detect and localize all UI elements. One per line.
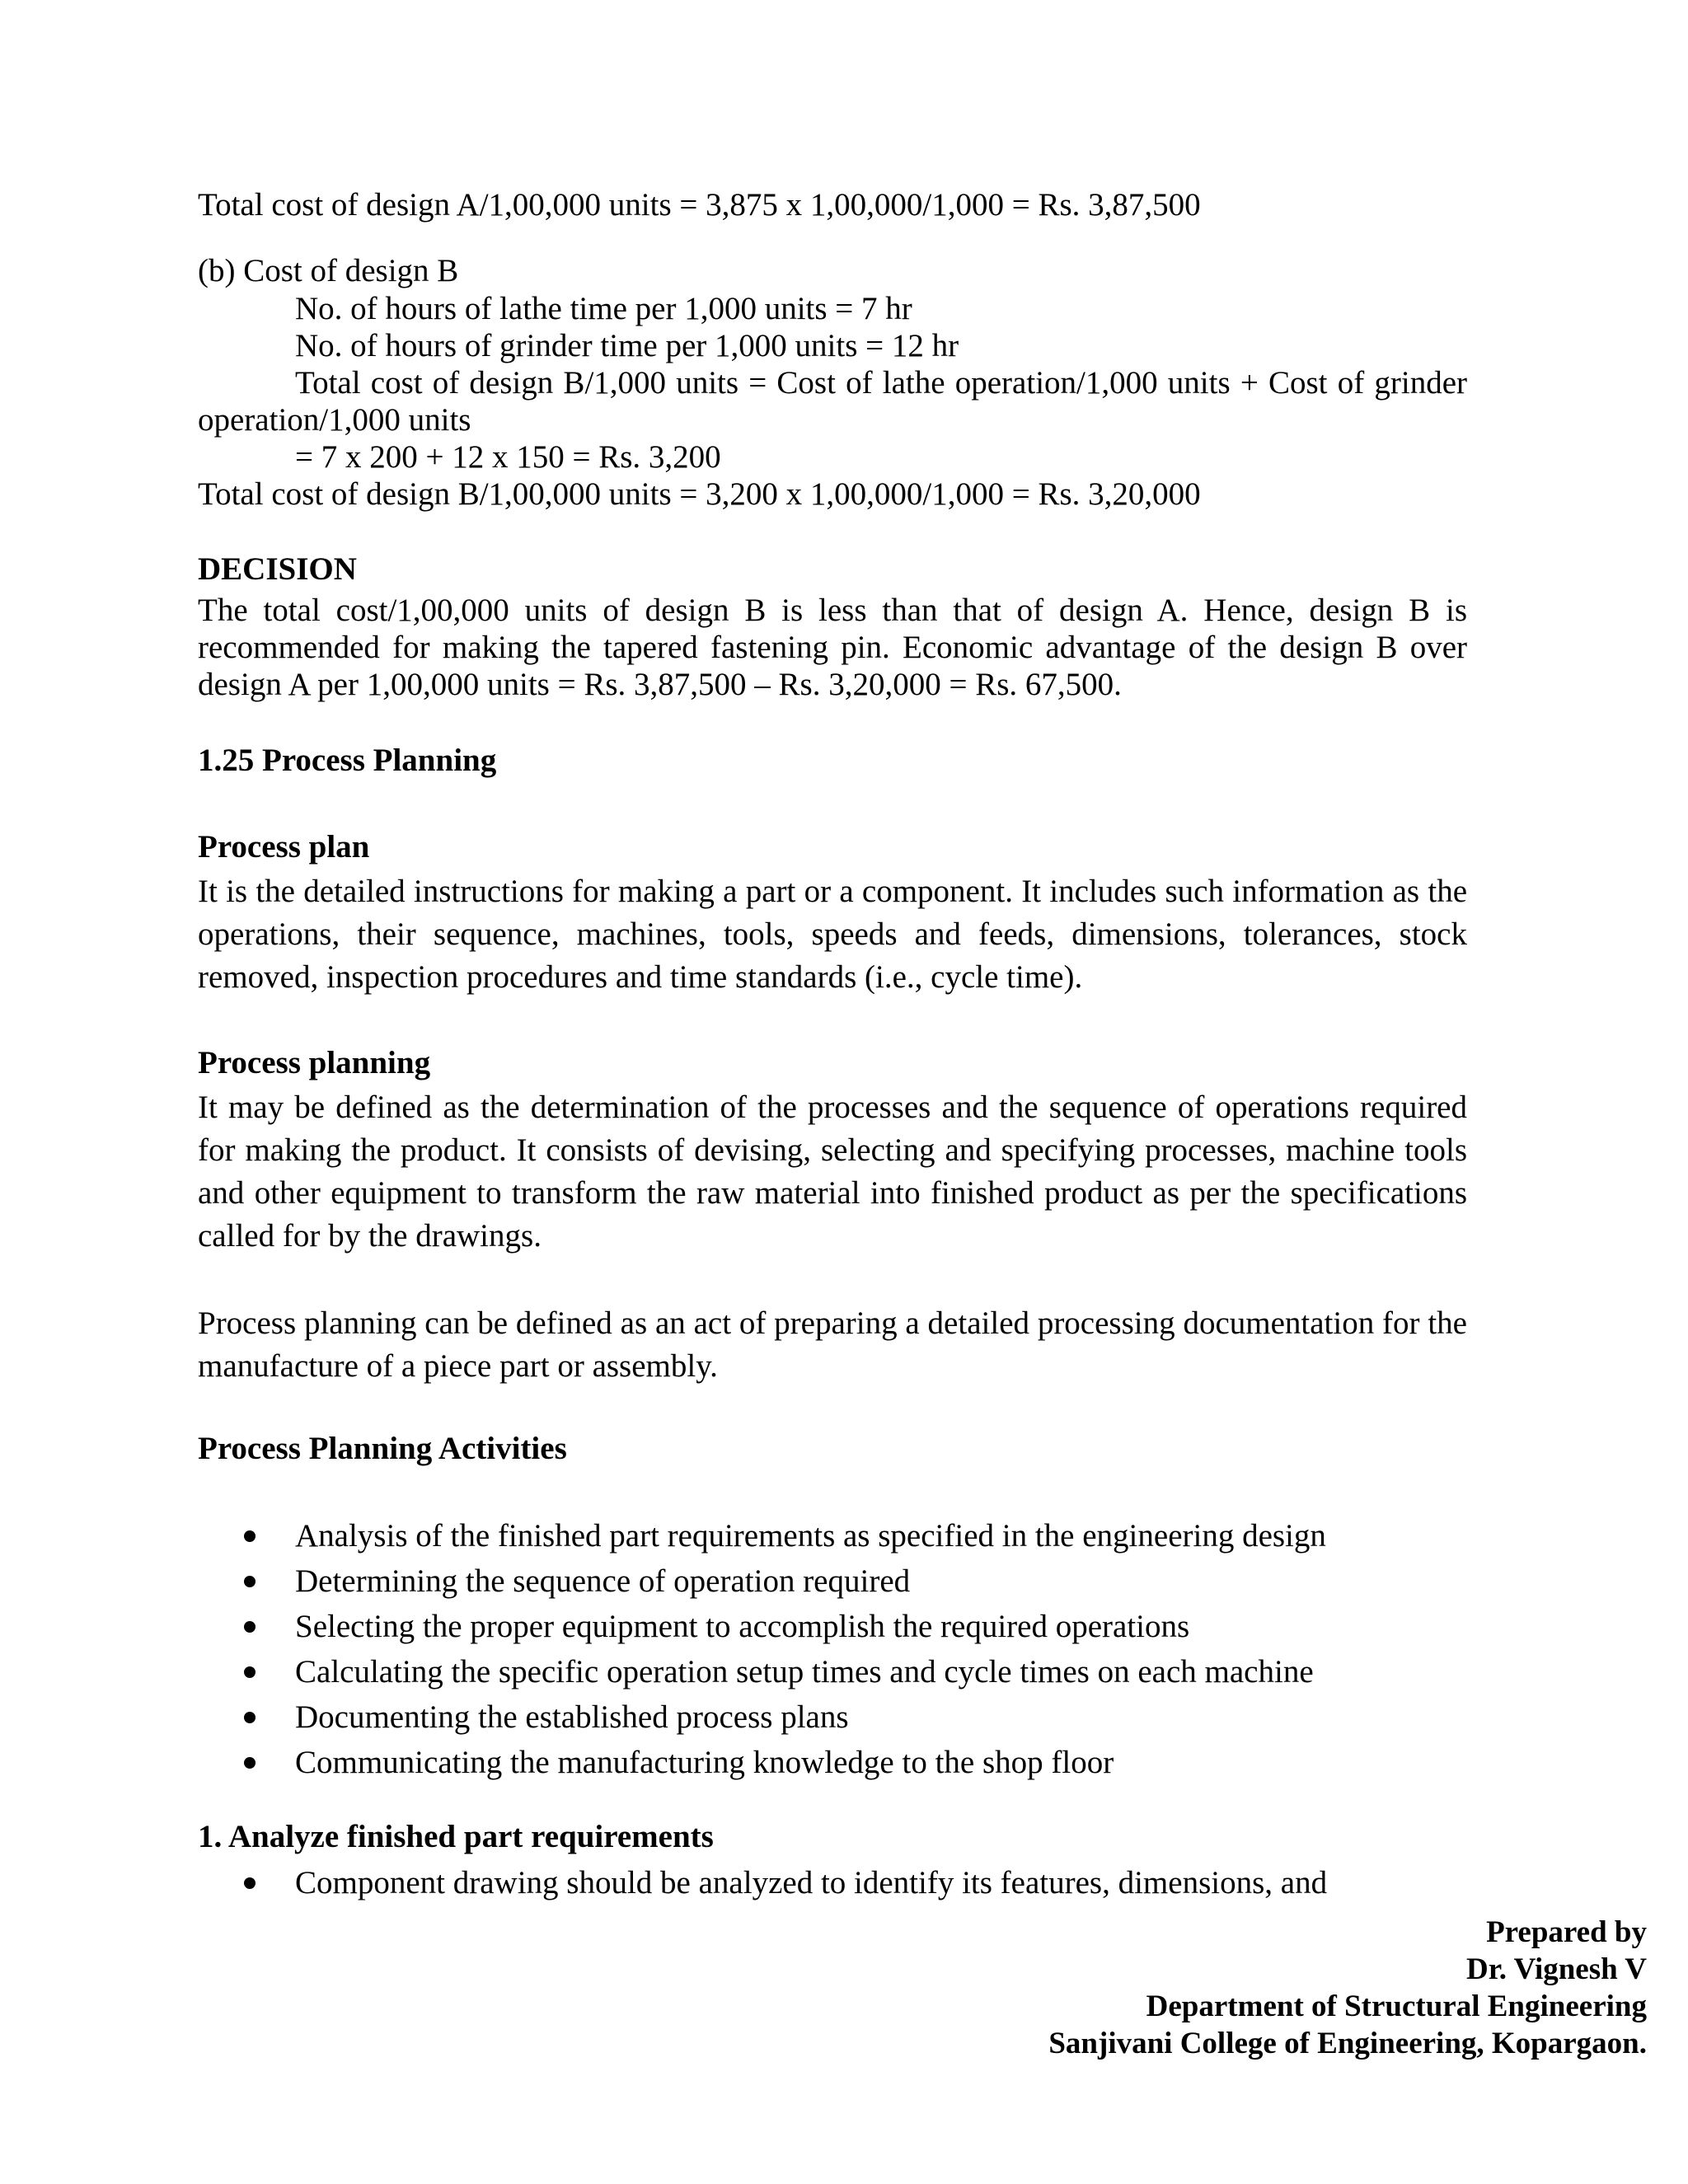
footer-line-prepared: Prepared by	[1486, 1915, 1647, 1949]
bullet-icon	[244, 1530, 256, 1542]
total-cost-b-line2: operation/1,000 units	[198, 402, 471, 438]
analyze-heading: 1. Analyze finished part requirements	[198, 1819, 714, 1854]
process-planning-heading: Process planning	[198, 1045, 431, 1080]
bullet-icon	[244, 1666, 256, 1678]
decision-line-1: The total cost/1,00,000 units of design B is less than that of design A. Hence, design B is	[198, 593, 1467, 628]
activities-list	[198, 1513, 1326, 1785]
bullet-icon	[244, 1576, 256, 1587]
grinder-hours-line: No. of hours of grinder time per 1,000 units = 12 hr	[295, 328, 959, 363]
total-cost-design-b-100000: Total cost of design B/1,00,000 units = 3,200 x 1,00,000/1,000 = Rs. 3,20,000	[198, 476, 1201, 512]
total-cost-b-calc: = 7 x 200 + 12 x 150 = Rs. 3,200	[295, 439, 721, 475]
analyze-list	[198, 1860, 1327, 1905]
decision-heading: DECISION	[198, 551, 357, 587]
prepared-by-footer	[1048, 1914, 1647, 2062]
decision-line-3: design A per 1,00,000 units = Rs. 3,87,500 – Rs. 3,20,000 = Rs. 67,500.	[198, 667, 1122, 702]
activities-heading: Process Planning Activities	[198, 1431, 567, 1466]
list-item: Component drawing should be analyzed to identify its features, dimensions, and	[198, 1860, 1327, 1905]
lathe-hours-line: No. of hours of lathe time per 1,000 units = 7 hr	[295, 291, 912, 326]
footer-line-college: Sanjivani College of Engineering, Kopargaon.	[1048, 2027, 1647, 2060]
bullet-icon	[244, 1621, 256, 1633]
footer-line-author: Dr. Vignesh V	[1466, 1952, 1647, 1986]
process-planning-text-2: Process planning can be defined as an act of preparing a detailed processing documentation for the manufacture of a piece part or assembly.	[198, 1305, 1467, 1384]
process-plan-heading: Process plan	[198, 829, 370, 865]
footer-line-department: Department of Structural Engineering	[1146, 1990, 1647, 2023]
list-item: Calculating the specific operation setup times and cycle times on each machine	[198, 1649, 1326, 1694]
decision-line-2: recommended for making the tapered fastening pin. Economic advantage of the design B over	[198, 630, 1467, 665]
list-item: Determining the sequence of operation required	[198, 1558, 1326, 1604]
bullet-icon	[244, 1712, 256, 1723]
total-cost-design-a: Total cost of design A/1,00,000 units = 3,875 x 1,00,000/1,000 = Rs. 3,87,500	[198, 187, 1201, 223]
process-planning-text: It may be defined as the determination of the processes and the sequence of operations required for making the product. It consists of devising, selecting and specifying processes, machine tools and other equipment to transform the raw material into finished product as per the specifications called for by the drawings.	[198, 1090, 1467, 1254]
bullet-icon	[244, 1757, 256, 1769]
cost-design-b-heading: (b) Cost of design B	[198, 253, 459, 288]
section-heading: 1.25 Process Planning	[198, 743, 497, 778]
total-cost-b-line1: Total cost of design B/1,000 units = Cost of lathe operation/1,000 units + Cost of grinder	[295, 365, 1467, 401]
list-item: Documenting the established process plans	[198, 1694, 1326, 1740]
list-item: Selecting the proper equipment to accomplish the required operations	[198, 1604, 1326, 1649]
list-item: Analysis of the finished part requirements as specified in the engineering design	[198, 1513, 1326, 1558]
process-plan-text: It is the detailed instructions for making a part or a component. It includes such information as the operations, their sequence, machines, tools, speeds and feeds, dimensions, tolerances, stock removed, inspection procedures and time standards (i.e., cycle time).	[198, 874, 1467, 995]
bullet-icon	[244, 1877, 256, 1889]
list-item: Communicating the manufacturing knowledge to the shop floor	[198, 1740, 1326, 1785]
